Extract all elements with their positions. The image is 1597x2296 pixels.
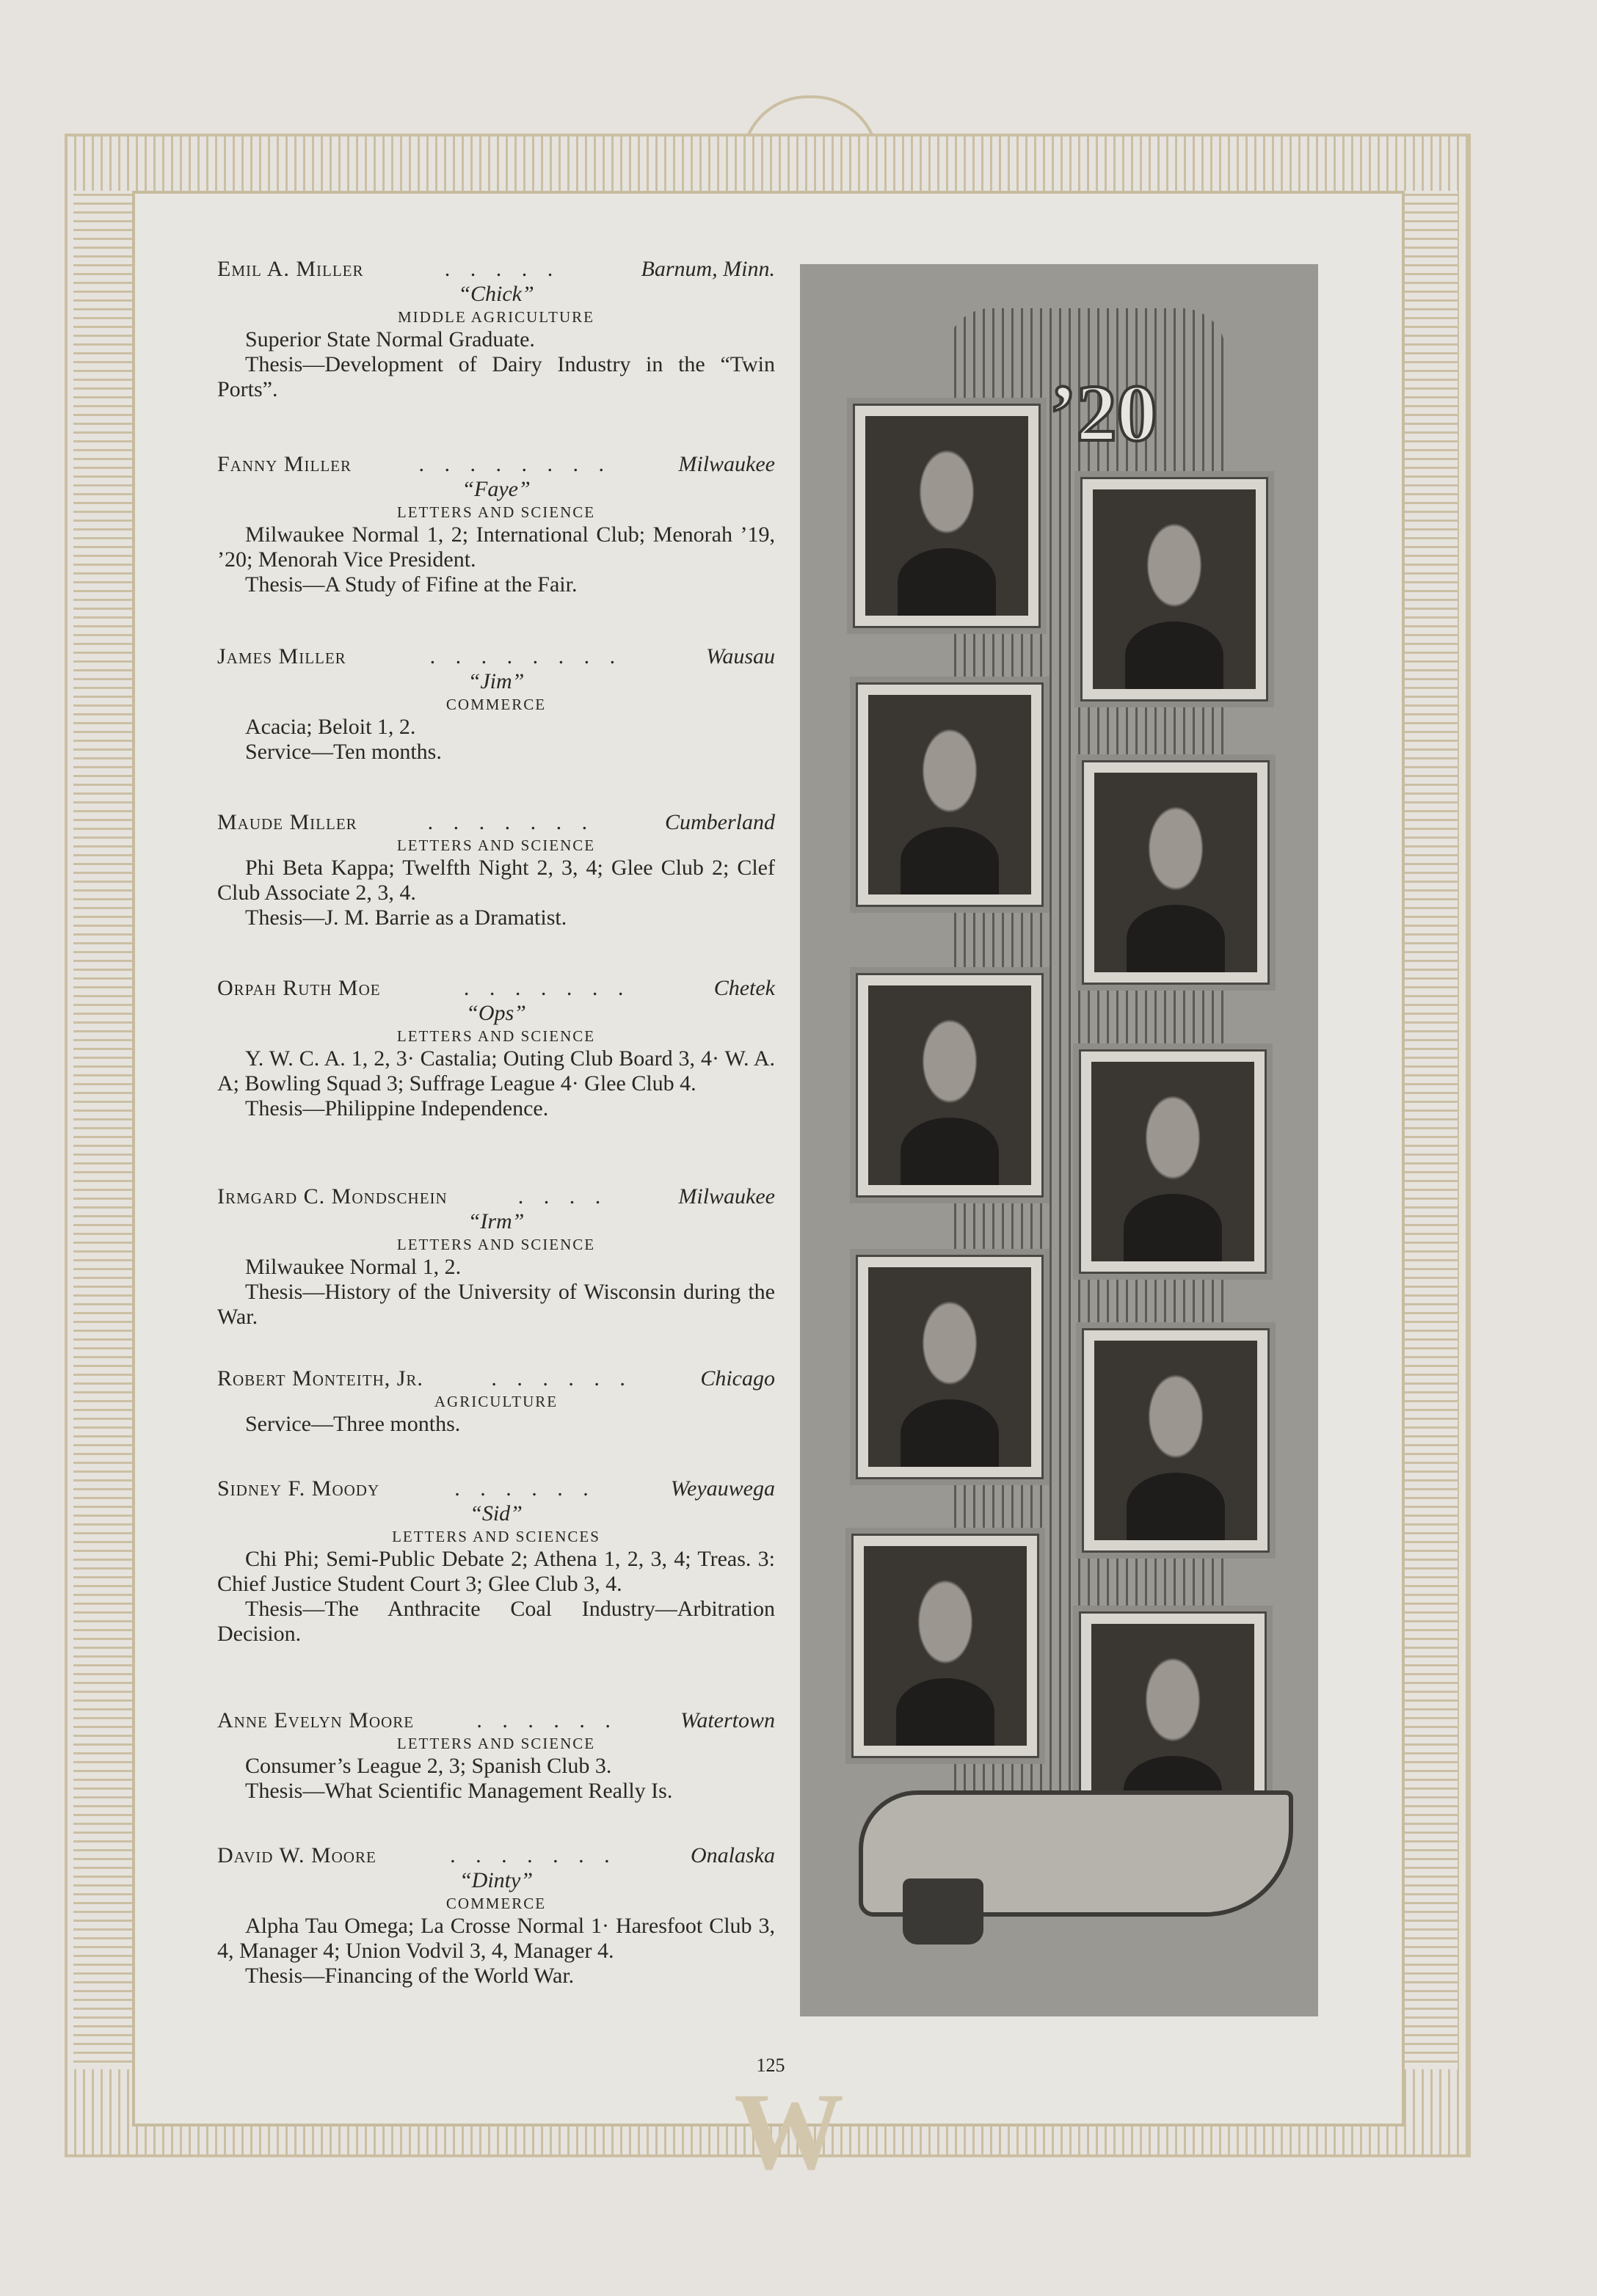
entry-dots: . . . . . .	[476, 1708, 618, 1732]
entry-nickname: “Ops”	[466, 1001, 526, 1025]
entry-hometown: Barnum, Minn.	[641, 257, 775, 281]
entry-robert-monteith	[217, 1366, 775, 1437]
entry-sidney-moody	[217, 1476, 775, 1647]
entry-name: James Miller	[217, 644, 346, 668]
entry-orpah-moe	[217, 976, 775, 1121]
entry-dots: . . . . . .	[491, 1366, 633, 1391]
entry-name: Irmgard C. Mondschein	[217, 1184, 448, 1209]
entry-course: COMMERCE	[445, 1895, 547, 1912]
entry-dots: . . . . . .	[454, 1476, 596, 1501]
entry-name: Anne Evelyn Moore	[217, 1708, 415, 1732]
entry-line: Superior State Normal Graduate.	[245, 327, 535, 351]
entry-hometown: Onalaska	[691, 1843, 775, 1867]
entry-dots: . . . . . . . .	[429, 644, 623, 668]
page-border-right	[1399, 191, 1458, 2069]
entry-line: Thesis—What Scientific Management Really Is.	[245, 1779, 673, 1803]
entry-line: Milwaukee Normal 1, 2.	[245, 1255, 462, 1279]
entry-nickname: “Irm”	[468, 1209, 525, 1233]
entry-name: Maude Miller	[217, 810, 357, 834]
entry-fanny-miller	[217, 452, 775, 597]
entry-line: Thesis—Philippine Independence.	[245, 1096, 549, 1120]
entry-course: LETTERS AND SCIENCE	[396, 1027, 596, 1045]
entry-line: Phi Beta Kappa; Twelfth Night 2, 3, 4; Glee Club 2; Clef Club Associate 2, 3, 4.	[217, 856, 775, 905]
entry-course: LETTERS AND SCIENCE	[396, 1236, 596, 1253]
entry-line: Milwaukee Normal 1, 2; International Club; Menorah ’19, ’20; Menorah Vice President.	[217, 522, 775, 572]
page-number: 125	[756, 2055, 785, 2076]
entry-line: Thesis—A Study of Fifine at the Fair.	[245, 572, 578, 597]
portrait-photo	[856, 682, 1044, 907]
entry-line: Consumer’s League 2, 3; Spanish Club 3.	[245, 1754, 612, 1778]
portrait-photo	[1080, 477, 1268, 701]
portrait-photo	[856, 973, 1044, 1198]
entry-irmgard-mondschein	[217, 1184, 775, 1330]
portrait-photo	[1082, 1328, 1270, 1553]
class-year-mark: ’20	[1049, 368, 1157, 458]
entry-dots: . . . .	[517, 1184, 608, 1209]
entry-hometown: Chicago	[700, 1366, 775, 1391]
entry-line: Thesis—Financing of the World War.	[245, 1964, 575, 1988]
entry-line: Acacia; Beloit 1, 2.	[245, 715, 416, 739]
entry-course: LETTERS AND SCIENCE	[396, 503, 596, 521]
entry-course: LETTERS AND SCIENCE	[396, 1735, 596, 1752]
entry-nickname: “Faye”	[462, 477, 531, 501]
entry-nickname: “Jim”	[468, 669, 525, 693]
entry-maude-miller	[217, 810, 775, 930]
entry-nickname: “Sid”	[470, 1501, 523, 1526]
entry-line: Alpha Tau Omega; La Crosse Normal 1· Haresfoot Club 3, 4, Manager 4; Union Vodvil 3, 4, Manager 4.	[217, 1914, 775, 1963]
entry-line: Service—Three months.	[245, 1412, 461, 1436]
entry-line: Thesis—History of the University of Wisconsin during the War.	[217, 1280, 775, 1329]
entry-name: Emil A. Miller	[217, 257, 364, 281]
entry-hometown: Chetek	[713, 976, 775, 1000]
entry-david-moore	[217, 1843, 775, 1989]
entry-dots: . . . . . . . .	[418, 452, 611, 476]
entry-course: COMMERCE	[445, 696, 547, 713]
portrait-photo	[851, 1534, 1039, 1758]
entry-hometown: Milwaukee	[678, 452, 775, 476]
entry-name: Orpah Ruth Moe	[217, 976, 381, 1000]
entry-dots: . . . . . . .	[463, 976, 631, 1000]
entry-dots: . . . . . . .	[450, 1843, 617, 1867]
entry-james-miller	[217, 644, 775, 765]
entry-name: Robert Monteith, Jr.	[217, 1366, 423, 1391]
entry-nickname: “Dinty”	[459, 1868, 534, 1892]
entry-hometown: Milwaukee	[678, 1184, 775, 1209]
portrait-photo	[856, 1255, 1044, 1479]
entry-line: Y. W. C. A. 1, 2, 3· Castalia; Outing Club Board 3, 4· W. A. A; Bowling Squad 3; Suffrage League 4· Glee Club 4.	[217, 1046, 775, 1096]
entry-nickname: “Chick”	[458, 282, 534, 306]
portrait-photo	[853, 404, 1041, 628]
entry-line: Thesis—Development of Dairy Industry in the “Twin Ports”.	[217, 352, 775, 401]
entry-name: Sidney F. Moody	[217, 1476, 380, 1501]
page-border-left	[73, 191, 132, 2069]
entry-course: LETTERS AND SCIENCE	[396, 837, 596, 854]
w-monogram-ornament: W	[734, 2071, 844, 2193]
entry-name: Fanny Miller	[217, 452, 352, 476]
portrait-photo	[1082, 760, 1270, 985]
entry-course: LETTERS AND SCIENCES	[392, 1528, 600, 1545]
entry-anne-moore	[217, 1708, 775, 1804]
entry-line: Chi Phi; Semi-Public Debate 2; Athena 1, 2, 3, 4; Treas. 3: Chief Justice Student Court 3; Glee Club 3, 4.	[217, 1547, 775, 1596]
entry-hometown: Weyauwega	[670, 1476, 775, 1501]
entry-dots: . . . . .	[444, 257, 561, 281]
entry-hometown: Cumberland	[665, 810, 775, 834]
entry-name: David W. Moore	[217, 1843, 376, 1867]
entry-hometown: Watertown	[680, 1708, 775, 1732]
entry-course: MIDDLE AGRICULTURE	[398, 308, 594, 326]
entry-line: Thesis—J. M. Barrie as a Dramatist.	[245, 905, 567, 930]
inkpot-ornament	[903, 1878, 983, 1945]
entry-emil-miller	[217, 257, 775, 402]
entry-hometown: Wausau	[706, 644, 775, 668]
entry-dots: . . . . . . .	[427, 810, 595, 834]
entry-line: Thesis—The Anthracite Coal Industry—Arbitration Decision.	[217, 1597, 775, 1646]
entry-line: Service—Ten months.	[245, 740, 442, 764]
entry-course: AGRICULTURE	[434, 1393, 559, 1410]
portrait-photo	[1079, 1049, 1267, 1274]
